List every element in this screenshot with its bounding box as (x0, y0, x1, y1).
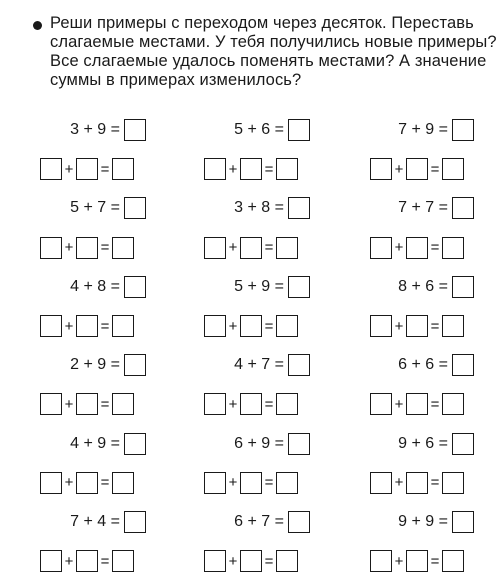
equals-sign: = (430, 160, 440, 178)
addend-box[interactable] (40, 550, 62, 572)
equation (16, 509, 146, 535)
addend-box[interactable] (442, 550, 464, 572)
addend-box[interactable] (370, 158, 392, 180)
plus-sign: + (64, 239, 74, 257)
addend-box[interactable] (442, 315, 464, 337)
addend-box[interactable] (76, 315, 98, 337)
equation-text: 6 + 7 = (234, 513, 284, 530)
answer-box[interactable] (124, 433, 146, 455)
plus-sign: + (228, 395, 238, 413)
swapped-equation (370, 470, 464, 496)
task-line: Реши примеры с переходом через десяток. Переставь (50, 14, 474, 32)
addend-box[interactable] (40, 472, 62, 494)
swapped-equation (204, 470, 298, 496)
addend-box[interactable] (240, 237, 262, 259)
equation (16, 431, 146, 457)
addend-box[interactable] (240, 393, 262, 415)
equals-sign: = (100, 395, 110, 413)
equation-text: 5 + 9 = (234, 277, 284, 295)
equation-text: 5 + 6 = (234, 121, 284, 138)
addend-box[interactable] (204, 472, 226, 494)
answer-box[interactable] (288, 511, 310, 533)
addend-box[interactable] (442, 237, 464, 259)
addend-box[interactable] (76, 237, 98, 259)
equation-text: 5 + 7 = (70, 199, 120, 217)
addend-box[interactable] (370, 315, 392, 337)
answer-box[interactable] (288, 119, 310, 141)
swapped-equation (40, 391, 134, 417)
addend-box[interactable] (40, 237, 62, 259)
addend-box[interactable] (204, 315, 226, 337)
addend-box[interactable] (276, 315, 298, 337)
equation-text: 7 + 4 = (70, 513, 120, 530)
equation (344, 117, 474, 143)
plus-sign: + (228, 239, 238, 257)
task-line: суммы в примерах изменилось? (50, 71, 302, 89)
swapped-equation (370, 391, 464, 417)
swapped-equation (370, 156, 464, 182)
answer-box[interactable] (124, 276, 146, 298)
addend-box[interactable] (112, 550, 134, 572)
addend-box[interactable] (112, 315, 134, 337)
equals-sign: = (430, 552, 440, 570)
addend-box[interactable] (40, 315, 62, 337)
addend-box[interactable] (40, 158, 62, 180)
equation (180, 274, 310, 300)
swapped-equation (204, 156, 298, 182)
equals-sign: = (264, 160, 274, 178)
swapped-equation (204, 313, 298, 339)
addend-box[interactable] (406, 315, 428, 337)
equals-sign: = (100, 160, 110, 178)
addend-box[interactable] (406, 472, 428, 494)
equals-sign: = (430, 239, 440, 257)
addend-box[interactable] (112, 393, 134, 415)
equation (344, 509, 474, 535)
equation-text: 7 + 9 = (398, 121, 448, 138)
equation (16, 117, 146, 143)
answer-box[interactable] (124, 511, 146, 533)
equation-text: 3 + 8 = (234, 199, 284, 217)
plus-sign: + (64, 474, 74, 492)
equals-sign: = (100, 552, 110, 570)
addend-box[interactable] (204, 158, 226, 180)
answer-box[interactable] (452, 354, 474, 376)
addend-box[interactable] (276, 550, 298, 572)
addend-box[interactable] (204, 393, 226, 415)
equation (180, 509, 310, 535)
equals-sign: = (264, 317, 274, 335)
equation (180, 352, 310, 378)
answer-box[interactable] (288, 433, 310, 455)
answer-box[interactable] (452, 511, 474, 533)
swapped-equation (40, 156, 134, 182)
swapped-equation (40, 470, 134, 496)
addend-box[interactable] (76, 158, 98, 180)
swapped-equation (204, 548, 298, 574)
addend-box[interactable] (276, 472, 298, 494)
swapped-equation (204, 391, 298, 417)
addend-box[interactable] (370, 550, 392, 572)
addend-box[interactable] (442, 393, 464, 415)
answer-box[interactable] (452, 276, 474, 298)
equation (344, 195, 474, 221)
swapped-equation (370, 235, 464, 261)
addend-box[interactable] (276, 237, 298, 259)
equation (16, 274, 146, 300)
task-line: Все слагаемые удалось поменять местами? А значение (50, 52, 487, 70)
equation-text: 4 + 9 = (70, 434, 120, 452)
equation (344, 352, 474, 378)
equation (180, 431, 310, 457)
equals-sign: = (264, 552, 274, 570)
addend-box[interactable] (442, 472, 464, 494)
equation-text: 6 + 9 = (234, 434, 284, 452)
equation (344, 274, 474, 300)
addend-box[interactable] (204, 237, 226, 259)
swapped-equation (40, 548, 134, 574)
plus-sign: + (64, 317, 74, 335)
equals-sign: = (430, 317, 440, 335)
equals-sign: = (430, 474, 440, 492)
addend-box[interactable] (406, 158, 428, 180)
addend-box[interactable] (76, 393, 98, 415)
addend-box[interactable] (76, 550, 98, 572)
plus-sign: + (228, 474, 238, 492)
swapped-equation (204, 235, 298, 261)
addend-box[interactable] (276, 393, 298, 415)
swapped-equation (40, 313, 134, 339)
equation (16, 195, 146, 221)
addend-box[interactable] (406, 550, 428, 572)
plus-sign: + (64, 160, 74, 178)
addend-box[interactable] (240, 315, 262, 337)
plus-sign: + (394, 160, 404, 178)
equals-sign: = (264, 239, 274, 257)
plus-sign: + (394, 395, 404, 413)
task-line: слагаемые местами. У тебя получились новые примеры? (50, 33, 497, 51)
equation-text: 7 + 7 = (398, 199, 448, 217)
addend-box[interactable] (112, 237, 134, 259)
swapped-equation (370, 548, 464, 574)
addend-box[interactable] (406, 237, 428, 259)
addend-box[interactable] (240, 472, 262, 494)
swapped-equation (40, 235, 134, 261)
equation-text: 2 + 9 = (70, 356, 120, 374)
answer-box[interactable] (124, 119, 146, 141)
answer-box[interactable] (288, 197, 310, 219)
equation (344, 431, 474, 457)
equation (180, 195, 310, 221)
addend-box[interactable] (204, 550, 226, 572)
equals-sign: = (100, 474, 110, 492)
answer-box[interactable] (124, 197, 146, 219)
equals-sign: = (100, 317, 110, 335)
addend-box[interactable] (112, 472, 134, 494)
plus-sign: + (394, 474, 404, 492)
addend-box[interactable] (40, 393, 62, 415)
equation-text: 4 + 7 = (234, 356, 284, 374)
plus-sign: + (64, 552, 74, 570)
addend-box[interactable] (240, 158, 262, 180)
addend-box[interactable] (406, 393, 428, 415)
plus-sign: + (394, 317, 404, 335)
equation-text: 9 + 6 = (398, 434, 448, 452)
addend-box[interactable] (442, 158, 464, 180)
addend-box[interactable] (112, 158, 134, 180)
plus-sign: + (228, 317, 238, 335)
equation (180, 117, 310, 143)
plus-sign: + (394, 552, 404, 570)
equation-text: 8 + 6 = (398, 277, 448, 295)
answer-box[interactable] (124, 354, 146, 376)
equals-sign: = (264, 474, 274, 492)
equation-text: 9 + 9 = (398, 513, 448, 530)
addend-box[interactable] (370, 393, 392, 415)
equals-sign: = (100, 239, 110, 257)
equals-sign: = (264, 395, 274, 413)
equation-text: 6 + 6 = (398, 356, 448, 374)
answer-box[interactable] (288, 354, 310, 376)
answer-box[interactable] (452, 119, 474, 141)
plus-sign: + (228, 160, 238, 178)
addend-box[interactable] (276, 158, 298, 180)
plus-sign: + (64, 395, 74, 413)
addend-box[interactable] (76, 472, 98, 494)
equals-sign: = (430, 395, 440, 413)
plus-sign: + (228, 552, 238, 570)
answer-box[interactable] (452, 433, 474, 455)
addend-box[interactable] (370, 237, 392, 259)
addend-box[interactable] (240, 550, 262, 572)
addend-box[interactable] (370, 472, 392, 494)
plus-sign: + (394, 239, 404, 257)
swapped-equation (370, 313, 464, 339)
equation (16, 352, 146, 378)
equation-text: 3 + 9 = (70, 121, 120, 138)
answer-box[interactable] (452, 197, 474, 219)
answer-box[interactable] (288, 276, 310, 298)
equation-text: 4 + 8 = (70, 277, 120, 295)
